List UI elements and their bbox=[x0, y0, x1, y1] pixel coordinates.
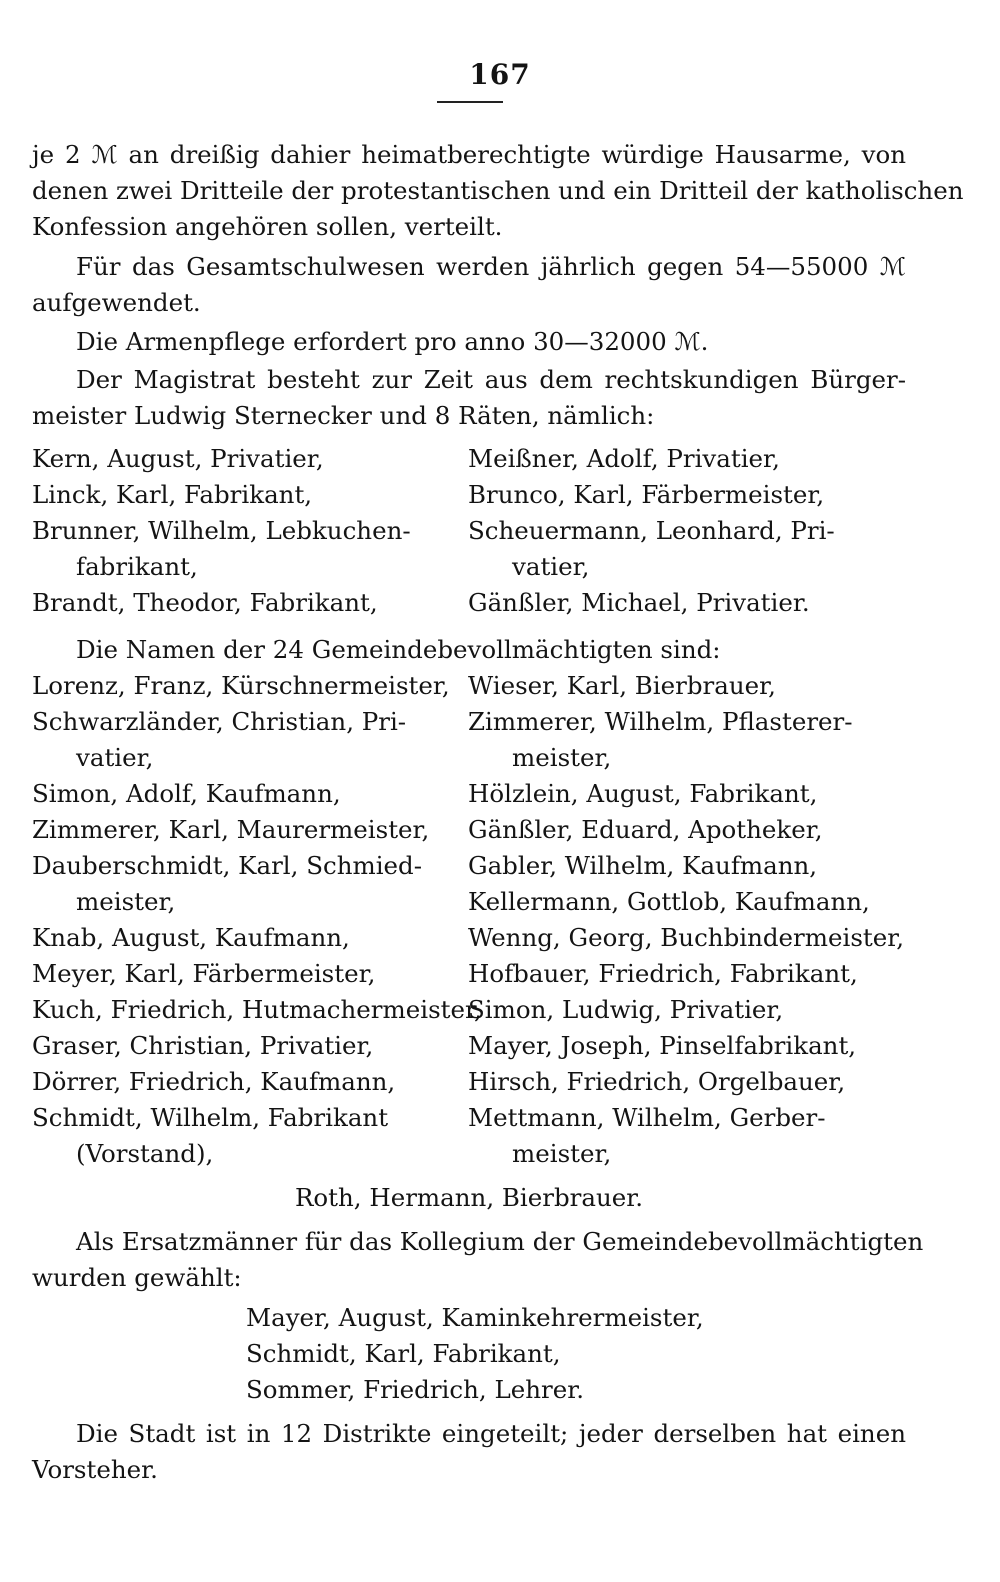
delegate-entry: Gänßler, Eduard, Apotheker, bbox=[468, 815, 823, 844]
delegate-entry: Zimmerer, Wilhelm, Pflasterer- bbox=[468, 707, 853, 736]
delegate-entry-continuation: meister, bbox=[76, 887, 176, 916]
delegate-entry: Schwarzländer, Christian, Pri- bbox=[32, 707, 407, 736]
delegates-intro bbox=[32, 632, 906, 668]
text-line: Der Magistrat besteht zur Zeit aus dem rechtskundigen Bürger- bbox=[76, 365, 906, 394]
delegate-entry: Schmidt, Wilhelm, Fabrikant bbox=[32, 1103, 389, 1132]
text-line: denen zwei Dritteile der protestantischen und ein Dritteil der katholischen bbox=[32, 176, 964, 205]
substitutes-list bbox=[246, 1300, 704, 1408]
text-line: Konfession angehören sollen, verteilt. bbox=[32, 212, 503, 241]
delegates-last-line bbox=[32, 1180, 906, 1216]
page-number: 167 bbox=[469, 58, 531, 91]
councillor-entry: Brunco, Karl, Färbermeister, bbox=[468, 480, 825, 509]
magistrat-paragraph bbox=[32, 362, 906, 434]
text-line: Die Stadt ist in 12 Distrikte eingeteilt; jeder derselben hat einen bbox=[76, 1419, 906, 1448]
districts-paragraph bbox=[32, 1416, 906, 1488]
delegate-entry: Wieser, Karl, Bierbrauer, bbox=[468, 671, 776, 700]
text-line: aufgewendet. bbox=[32, 288, 201, 317]
poor-relief-paragraph bbox=[32, 324, 906, 360]
councillor-entry: Brandt, Theodor, Fabrikant, bbox=[32, 588, 378, 617]
councillor-entry: Scheuermann, Leonhard, Pri- bbox=[468, 516, 835, 545]
councillor-entry-continuation: fabrikant, bbox=[76, 552, 198, 581]
intro-paragraph bbox=[32, 137, 964, 245]
delegate-entry: Gabler, Wilhelm, Kaufmann, bbox=[468, 851, 818, 880]
delegate-entry: Knab, August, Kaufmann, bbox=[32, 923, 350, 952]
text-line: Die Armenpflege erfordert pro anno 30—32000 ℳ. bbox=[76, 327, 709, 356]
councillor-entry: Meißner, Adolf, Privatier, bbox=[468, 444, 780, 473]
delegate-entry: Dauberschmidt, Karl, Schmied- bbox=[32, 851, 423, 880]
delegate-entry: Hofbauer, Friedrich, Fabrikant, bbox=[468, 959, 858, 988]
delegate-entry: Graser, Christian, Privatier, bbox=[32, 1031, 374, 1060]
delegate-entry: Mettmann, Wilhelm, Gerber- bbox=[468, 1103, 826, 1132]
substitute-entry: Sommer, Friedrich, Lehrer. bbox=[246, 1375, 585, 1404]
delegate-entry: Wenng, Georg, Buchbindermeister, bbox=[468, 923, 905, 952]
delegate-entry: Mayer, Joseph, Pinselfabrikant, bbox=[468, 1031, 857, 1060]
councillor-entry: Linck, Karl, Fabrikant, bbox=[32, 480, 313, 509]
delegate-entry: Simon, Adolf, Kaufmann, bbox=[32, 779, 341, 808]
delegate-entry: Lorenz, Franz, Kürschnermeister, bbox=[32, 671, 450, 700]
delegate-entry-continuation: meister, bbox=[512, 1139, 612, 1168]
text-line: je 2 ℳ an dreißig dahier heimatberechtigte würdige Hausarme, von bbox=[32, 140, 906, 169]
councillors-right-column bbox=[468, 441, 835, 621]
substitutes-paragraph bbox=[32, 1224, 924, 1296]
delegate-entry: Kuch, Friedrich, Hutmachermeister, bbox=[32, 995, 482, 1024]
delegate-entry: Roth, Hermann, Bierbrauer. bbox=[294, 1183, 644, 1212]
substitute-entry: Schmidt, Karl, Fabrikant, bbox=[246, 1339, 561, 1368]
page-number-underline bbox=[437, 101, 503, 103]
substitute-entry: Mayer, August, Kaminkehrermeister, bbox=[246, 1303, 704, 1332]
school-paragraph bbox=[32, 249, 906, 321]
text-line: meister Ludwig Sternecker und 8 Räten, nämlich: bbox=[32, 401, 655, 430]
text-line: wurden gewählt: bbox=[32, 1263, 242, 1292]
text-line: Für das Gesamtschulwesen werden jährlich gegen 54—55000 ℳ bbox=[76, 252, 906, 281]
delegate-entry-continuation: (Vorstand), bbox=[76, 1139, 214, 1168]
delegate-entry: Simon, Ludwig, Privatier, bbox=[468, 995, 784, 1024]
councillor-entry: Gänßler, Michael, Privatier. bbox=[468, 588, 810, 617]
text-line: Die Namen der 24 Gemeindebevollmächtigten sind: bbox=[76, 635, 721, 664]
delegates-left-column bbox=[32, 668, 482, 1172]
text-line: Vorsteher. bbox=[32, 1455, 158, 1484]
delegate-entry: Hölzlein, August, Fabrikant, bbox=[468, 779, 818, 808]
text-line: Als Ersatzmänner für das Kollegium der Gemeindebevollmächtigten bbox=[76, 1227, 924, 1256]
delegates-right-column bbox=[468, 668, 904, 1172]
delegate-entry: Zimmerer, Karl, Maurermeister, bbox=[32, 815, 430, 844]
delegate-entry: Hirsch, Friedrich, Orgelbauer, bbox=[468, 1067, 846, 1096]
councillor-entry: Brunner, Wilhelm, Lebkuchen- bbox=[32, 516, 411, 545]
delegate-entry: Dörrer, Friedrich, Kaufmann, bbox=[32, 1067, 396, 1096]
councillors-left-column bbox=[32, 441, 411, 621]
delegate-entry: Meyer, Karl, Färbermeister, bbox=[32, 959, 376, 988]
delegate-entry: Kellermann, Gottlob, Kaufmann, bbox=[468, 887, 870, 916]
councillor-entry-continuation: vatier, bbox=[512, 552, 590, 581]
delegate-entry-continuation: vatier, bbox=[76, 743, 154, 772]
councillor-entry: Kern, August, Privatier, bbox=[32, 444, 324, 473]
delegate-entry-continuation: meister, bbox=[512, 743, 612, 772]
